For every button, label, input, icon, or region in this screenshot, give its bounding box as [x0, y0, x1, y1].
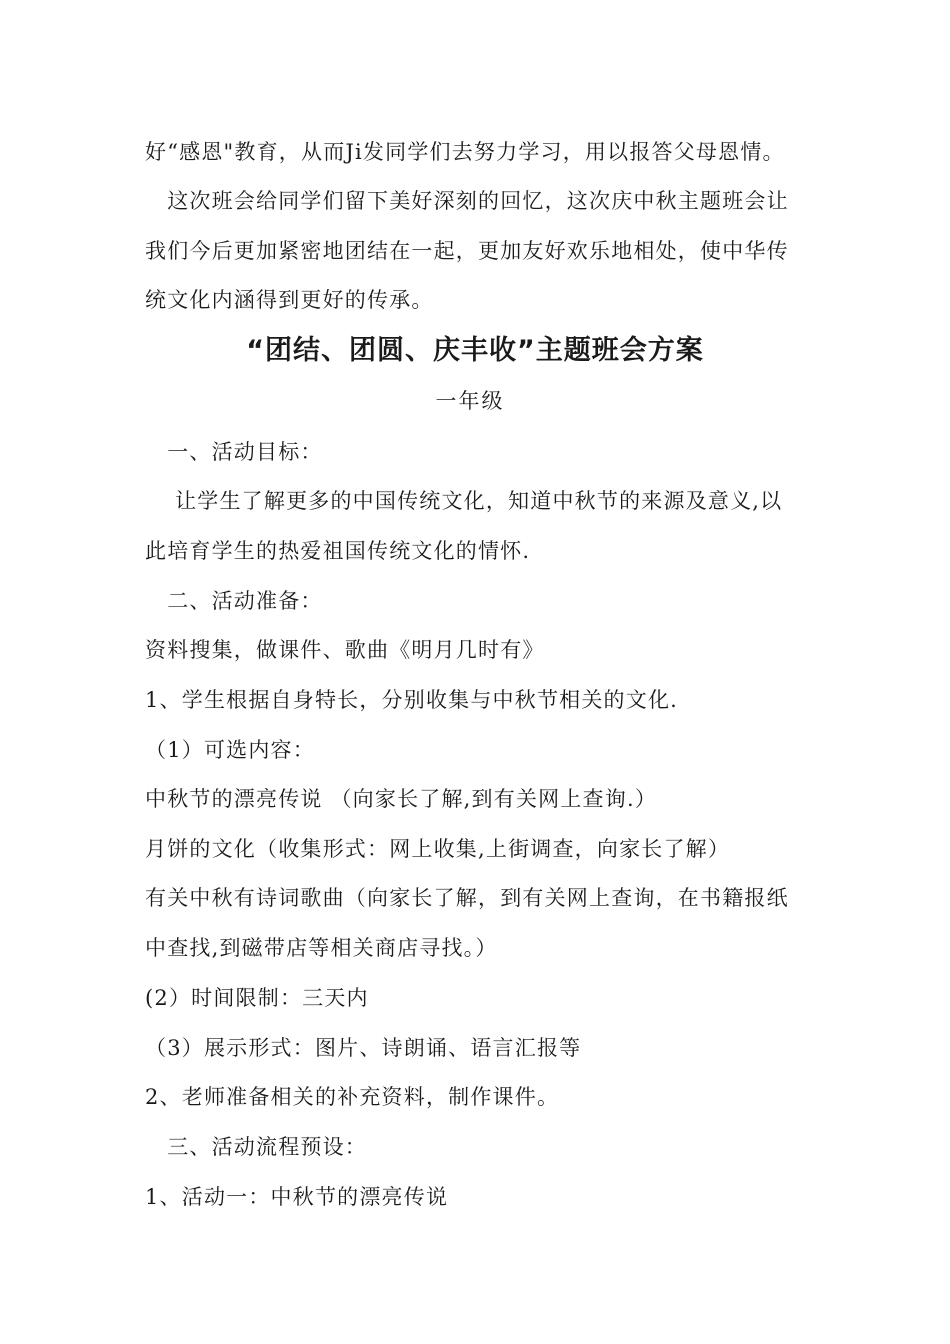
- prep-sub-1: （1）可选内容：: [145, 738, 315, 762]
- prep-item-2: 2、老师准备相关的补充资料，制作课件。: [145, 1085, 560, 1109]
- flow-item-1: 1、活动一：中秋节的漂亮传说: [145, 1185, 449, 1209]
- section-1-heading: 一、活动目标：: [145, 440, 323, 464]
- intro-paragraph-2-line-2: 我们今后更加紧密地团结在一起，更加友好欢乐地相处，使中华传: [145, 239, 789, 263]
- option-poems-line-1: 有关中秋有诗词歌曲（向家长了解，到有关网上查询，在书籍报纸: [145, 886, 789, 910]
- intro-paragraph-1: 好“感恩"教育，从而Ji发同学们去努力学习，用以报答父母恩情。: [145, 140, 785, 164]
- section-1-body-line-2: 此培育学生的热爱祖国传统文化的情怀.: [145, 539, 531, 563]
- option-poems-line-2: 中查找,到磁带店等相关商店寻找。）: [145, 936, 498, 960]
- document-title: “团结、团圆、庆丰收”主题班会方案: [246, 335, 704, 366]
- grade-label: 一年级: [435, 389, 505, 413]
- prep-sub-3: （3）展示形式：图片、诗朗诵、语言汇报等: [145, 1036, 582, 1060]
- materials-line: 资料搜集，做课件、歌曲《明月几时有》: [145, 638, 545, 662]
- section-1-body-line-1: 让学生了解更多的中国传统文化，知道中秋节的来源及意义,以: [145, 489, 783, 513]
- section-3-heading: 三、活动流程预设：: [145, 1135, 367, 1159]
- option-legend: 中秋节的漂亮传说 （向家长了解,到有关网上查询.）: [145, 787, 658, 811]
- intro-paragraph-2-line-3: 统文化内涵得到更好的传承。: [145, 288, 434, 312]
- prep-sub-2: (2）时间限制：三天内: [145, 986, 369, 1010]
- option-mooncake: 月饼的文化（收集形式：网上收集,上街调查，向家长了解）: [145, 837, 731, 861]
- intro-paragraph-2-line-1: 这次班会给同学们留下美好深刻的回忆，这次庆中秋主题班会让: [145, 189, 789, 213]
- prep-item-1: 1、学生根据自身特长，分别收集与中秋节相关的文化.: [145, 688, 679, 712]
- section-2-heading: 二、活动准备：: [145, 589, 323, 613]
